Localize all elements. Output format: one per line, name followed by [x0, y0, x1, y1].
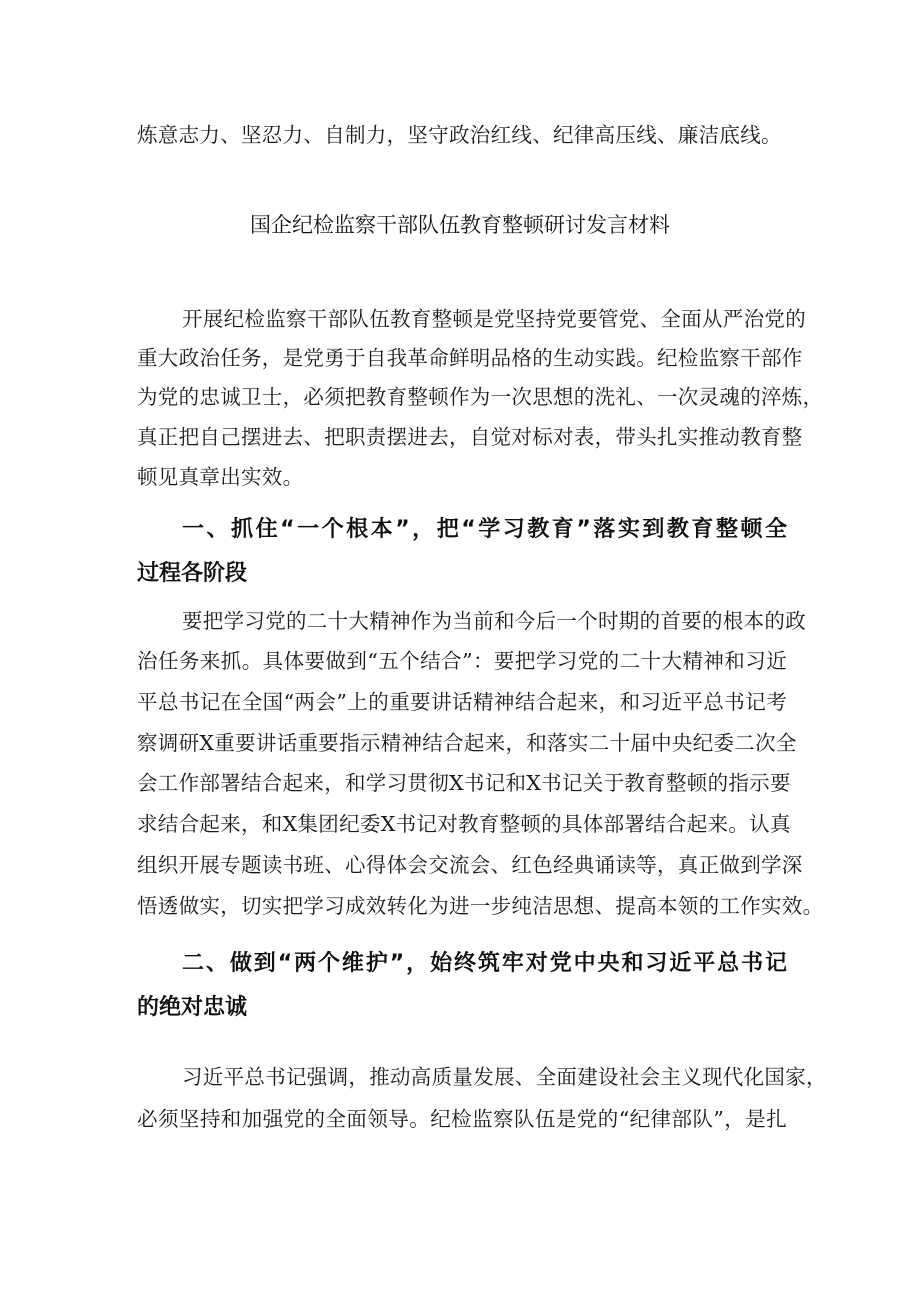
section1-heading-line-2: 过程各阶段 [137, 561, 248, 586]
section1-body-line-4: 察调研X重要讲话重要指示精神结合起来，和落实二十届中央纪委二次全 [137, 731, 797, 755]
section1-body-line-7: 组织开展专题读书班、心得体会交流会、红色经典诵读等，真正做到学深 [137, 853, 803, 877]
intro-line-1: 开展纪检监察干部队伍教育整顿是党坚持党要管党、全面从严治党的 [182, 307, 806, 331]
section2-heading-line-2: 的绝对忠诚 [137, 995, 248, 1020]
section2-body-line-1: 习近平总书记强调，推动高质量发展、全面建设社会主义现代化国家， [182, 1065, 827, 1089]
section1-body-line-1: 要把学习党的二十大精神作为当前和今后一个时期的首要的根本的政 [182, 609, 806, 633]
document-title: 国企纪检监察干部队伍教育整顿研讨发言材料 [250, 213, 670, 237]
section1-body-line-6: 求结合起来，和X集团纪委X书记对教育整顿的具体部署结合起来。认真 [137, 812, 791, 836]
section1-body-line-8: 悟透做实，切实把学习成效转化为进一步纯洁思想、提高本领的工作实效。 [137, 894, 824, 918]
intro-line-5: 顿见真章出实效。 [137, 465, 304, 489]
intro-line-3: 为党的忠诚卫士，必须把教育整顿作为一次思想的洗礼、一次灵魂的淬炼， [137, 385, 824, 409]
section2-body-line-2: 必须坚持和加强党的全面领导。纪检监察队伍是党的“纪律部队”，是扎 [137, 1107, 787, 1131]
section1-body-line-2: 治任务来抓。具体要做到“五个结合”：要把学习党的二十大精神和习近 [137, 649, 787, 673]
section1-body-line-3: 平总书记在全国“两会”上的重要讲话精神结合起来，和习近平总书记考 [137, 690, 787, 714]
section2-heading-line-1: 二、做到“两个维护”，始终筑牢对党中央和习近平总书记 [182, 951, 787, 976]
section1-body-line-5: 会工作部署结合起来，和学习贯彻X书记和X书记关于教育整顿的指示要 [137, 771, 791, 795]
intro-line-2: 重大政治任务，是党勇于自我革命鲜明品格的生动实践。纪检监察干部作 [137, 346, 803, 370]
section1-heading-line-1: 一、抓住“一个根本”，把“学习教育”落实到教育整顿全 [182, 517, 787, 542]
intro-line-4: 真正把自己摆进去、把职责摆进去，自觉对标对表，带头扎实推动教育整 [137, 425, 803, 449]
carryover-paragraph-line: 炼意志力、坚忍力、自制力，坚守政治红线、纪律高压线、廉洁底线。 [137, 123, 782, 147]
